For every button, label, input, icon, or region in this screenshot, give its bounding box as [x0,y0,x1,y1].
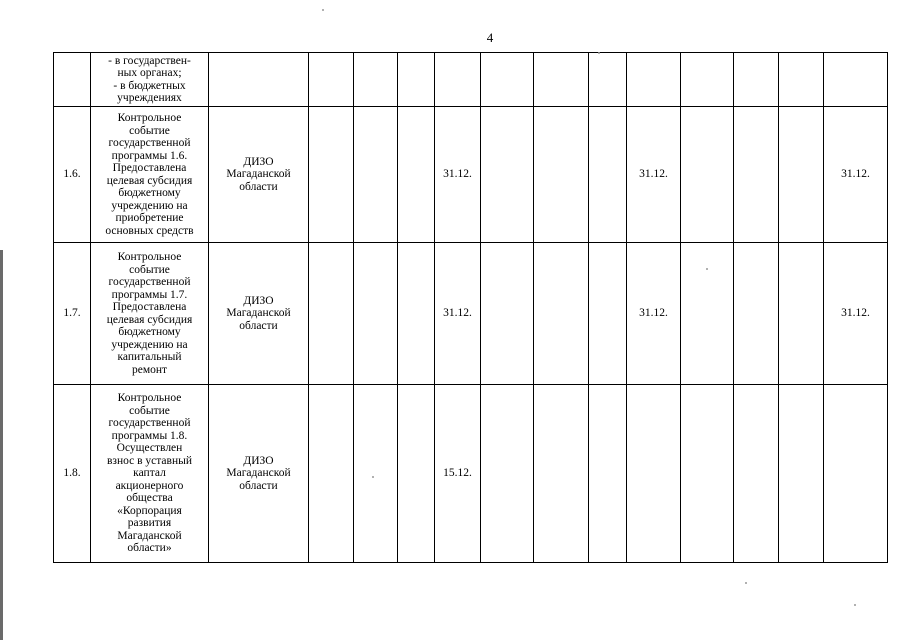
date-cell [681,385,734,563]
executor-cell-line: Магаданской [226,467,291,480]
executor-cell-line: ДИЗО [243,294,274,307]
event-cell-line: Осуществлен [116,442,183,455]
date-cell [627,385,681,563]
event-cell-line: учреждениях [117,92,182,104]
date-cell [589,107,627,243]
executor-cell-line: области [239,319,278,332]
date-cell [398,385,435,563]
event-cell-line: - в государствен- [108,54,191,67]
date-cell [534,107,589,243]
event-cell-line: основных средств [105,224,194,237]
date-cell [481,107,534,243]
event-cell-line: событие [129,263,170,276]
event-cell-line: государственной [108,276,191,288]
date-cell: 15.12. [435,385,481,563]
event-cell-line: государственной [108,417,191,430]
table-row [54,243,888,385]
date-cell [309,53,354,107]
event-cell-line: бюджетному [118,187,181,199]
event-cell-line: бюджетному [118,326,181,338]
date-cell [354,243,398,385]
date-cell: 31.12. [627,107,681,243]
executor-cell-line: Магаданской [226,168,291,181]
executor-cell-line: ДИЗО [243,454,274,467]
event-cell-line: Предоставлена [112,162,187,174]
date-cell [589,385,627,563]
date-cell [627,53,681,107]
event-cell-line: событие [129,124,170,137]
date-cell [734,243,779,385]
page-number: 4 [486,30,494,45]
event-cell-line: ных органах; [117,67,182,79]
date-cell [779,385,824,563]
date-cell [481,243,534,385]
date-cell [435,53,481,107]
date-cell [398,243,435,385]
scan-speck [372,476,374,478]
date-cell: 31.12. [824,107,888,243]
date-cell [534,243,589,385]
scan-edge-shadow [0,250,3,640]
date-cell [354,53,398,107]
date-cell [354,385,398,563]
date-cell [534,53,589,107]
table-row [54,385,888,563]
table-row [54,53,888,107]
date-cell [589,53,627,107]
date-cell [534,385,589,563]
date-cell [734,385,779,563]
executor-cell-line: области [239,180,278,193]
date-cell [824,53,888,107]
event-cell-line: Контрольное [117,392,182,405]
date-cell: 31.12. [627,243,681,385]
event-cell-line: акционерного [115,479,184,492]
date-cell [398,107,435,243]
event-cell-line: государственной [108,137,191,149]
date-cell [734,107,779,243]
event-cell-line: целевая субсидия [106,174,193,187]
date-cell: 31.12. [435,107,481,243]
event-cell [91,385,209,563]
date-cell [779,53,824,107]
row-number-cell: 1.8. [54,385,91,563]
event-cell-line: Магаданской [117,529,182,542]
date-cell [309,243,354,385]
date-cell [398,53,435,107]
date-cell [734,53,779,107]
event-cell-line: «Корпорация [117,504,182,517]
executor-cell-line: области [239,479,278,492]
executor-cell-line: Магаданской [226,307,291,320]
date-cell [824,385,888,563]
table-row [54,107,888,243]
event-cell [91,107,209,243]
event-cell [91,243,209,385]
date-cell [309,107,354,243]
event-cell-line: капитальный [117,351,182,363]
event-cell-line: событие [129,404,170,417]
event-cell-line: программы 1.8. [111,429,188,442]
executor-cell [209,53,309,107]
row-number-cell: 1.7. [54,243,91,385]
date-cell [681,243,734,385]
executor-cell [209,243,309,385]
event-cell-line: Предоставлена [112,301,187,313]
event-cell-line: каптал [133,467,166,480]
scan-speck [854,604,856,606]
event-cell [91,53,209,107]
executor-cell-line: ДИЗО [243,155,274,168]
scan-speck [706,268,708,270]
date-cell [779,243,824,385]
event-cell-line: ремонт [131,363,168,376]
event-cell-line: области» [127,542,172,555]
event-cell-line: Контрольное [117,112,182,124]
event-cell-line: - в бюджетных [113,79,186,92]
scan-speck [598,52,600,54]
date-cell: 31.12. [435,243,481,385]
date-cell [589,243,627,385]
executor-cell [209,385,309,563]
date-cell [354,107,398,243]
event-cell-line: общества [126,492,173,505]
event-cell-line: программы 1.7. [111,288,188,301]
event-cell-line: взнос в уставный [106,454,193,467]
event-cell-line: учреждению на [111,338,188,351]
row-number-cell: 1.6. [54,107,91,243]
scan-speck [745,582,747,584]
event-cell-line: приобретение [115,212,184,224]
date-cell [681,107,734,243]
date-cell [779,107,824,243]
control-events-table [53,52,888,563]
scan-speck [322,9,324,11]
date-cell [481,53,534,107]
event-cell-line: учреждению на [111,199,188,212]
event-cell-line: целевая субсидия [106,313,193,326]
date-cell [681,53,734,107]
date-cell: 31.12. [824,243,888,385]
event-cell-line: Контрольное [117,251,182,263]
date-cell [481,385,534,563]
executor-cell [209,107,309,243]
event-cell-line: программы 1.6. [111,149,188,162]
date-cell [309,385,354,563]
event-cell-line: развития [127,517,172,530]
row-number-cell [54,53,91,107]
